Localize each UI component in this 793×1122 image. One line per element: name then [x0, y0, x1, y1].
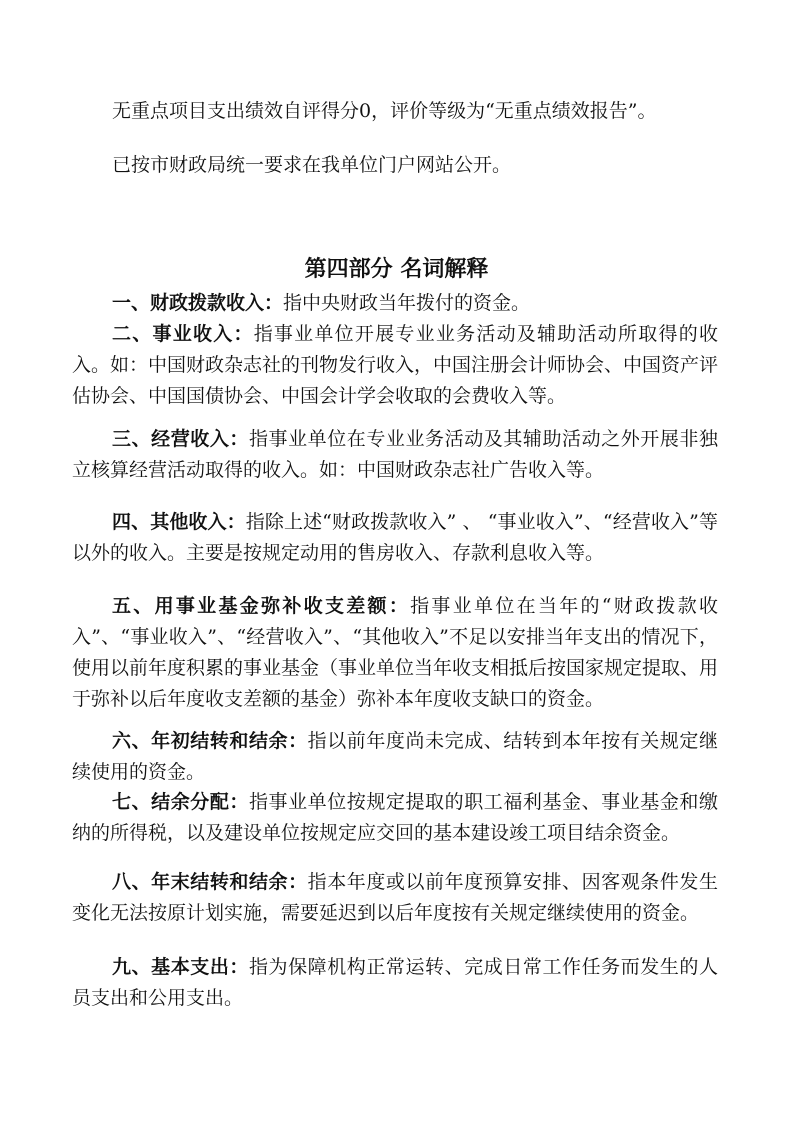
definition-term: 四、其他收入： [112, 511, 246, 533]
definition-item [72, 591, 718, 715]
definition-item [72, 319, 718, 412]
definition-text: 指为保障机构正常运转、完成日常工作任务而发生的人员支出和公用支出。 [72, 956, 718, 1009]
definition-term: 三、经营收入： [112, 428, 249, 450]
definition-item [72, 867, 718, 929]
definition-text: 指中央财政当年拨付的资金。 [283, 292, 531, 314]
definition-item [72, 787, 718, 849]
definition-item [72, 726, 718, 788]
definition-item [72, 952, 718, 1014]
definition-text: 指事业单位在当年的“财政拨款收入”、“事业收入”、“经营收入”、“其他收入”不足以安排当年支出的情况下，使用以前年度积累的事业基金（事业单位当年收支相抵后按国家规定提取、用于弥补以后年度收支差额的基金）弥补本年度收支缺口的资金。 [72, 595, 719, 710]
definition-term: 七、结余分配： [112, 791, 249, 813]
definition-text: 指事业单位在专业业务活动及其辅助活动之外开展非独立核算经营活动取得的收入。如：中国财政杂志社广告收入等。 [72, 428, 718, 481]
definition-text: 指事业单位开展专业业务活动及辅助活动所取得的收入。如：中国财政杂志社的刊物发行收入，中国注册会计师协会、中国资产评估协会、中国国债协会、中国会计学会收取的会费收入等。 [72, 323, 719, 407]
definition-term: 九、基本支出： [112, 956, 249, 978]
definition-text: 指除上述“财政拨款收入” 、 “事业收入”、“经营收入”等以外的收入。主要是按规定动用的售房收入、存款利息收入等。 [72, 511, 718, 564]
definition-term: 二、事业收入： [112, 323, 254, 345]
definition-term: 六、年初结转和结余： [112, 730, 308, 752]
definition-text: 指以前年度尚未完成、结转到本年按有关规定继续使用的资金。 [72, 730, 718, 783]
disclosure-paragraph: 已按市财政局统一要求在我单位门户网站公开。 [112, 154, 512, 176]
performance-self-evaluation-paragraph: 无重点项目支出绩效自评得分0，评价等级为“无重点绩效报告”。 [112, 100, 657, 122]
definition-text: 指本年度或以前年度预算安排、因客观条件发生变化无法按原计划实施，需要延迟到以后年度按有关规定继续使用的资金。 [72, 871, 718, 924]
definition-item [72, 288, 718, 319]
definition-term: 八、年末结转和结余： [112, 871, 308, 893]
definition-text: 指事业单位按规定提取的职工福利基金、事业基金和缴纳的所得税，以及建设单位按规定应交回的基本建设竣工项目结余资金。 [72, 791, 718, 844]
definition-item [72, 424, 718, 486]
section-title: 第四部分 名词解释 [304, 257, 489, 282]
definition-term: 一、财政拨款收入： [112, 292, 284, 314]
definition-item [72, 507, 718, 569]
definition-term: 五、用事业基金弥补收支差额： [112, 595, 411, 617]
